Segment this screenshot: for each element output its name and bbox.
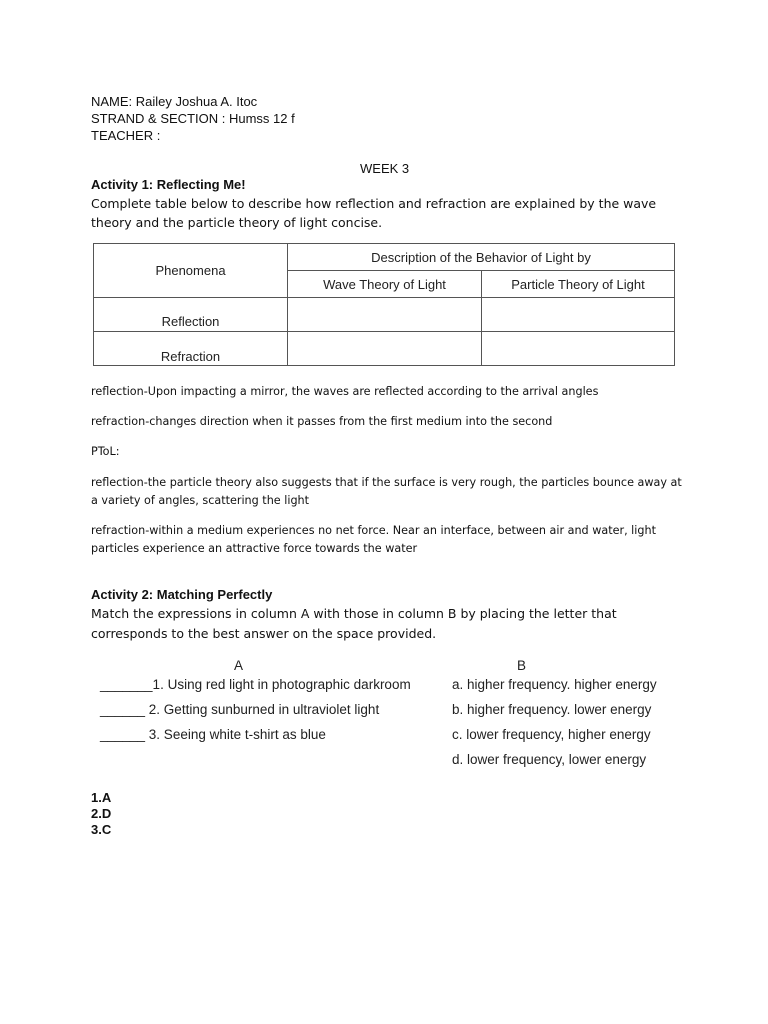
theory-table <box>93 243 675 366</box>
strand-section: STRAND & SECTION : Humss 12 f <box>91 111 295 126</box>
col-phenomena-header: Phenomena <box>94 244 288 298</box>
answer-1: 1.A <box>91 790 112 805</box>
answer-p-refraction-2: particles experience an attractive force towards the water <box>91 542 418 555</box>
activity2-title: Activity 2: Matching Perfectly <box>91 587 273 602</box>
activity2-instructions-1: Match the expressions in column A with those in column B by placing the letter that <box>91 606 617 621</box>
col-a-header: A <box>234 658 244 673</box>
item-b-a: a. higher frequency. higher energy <box>452 677 657 692</box>
answer-reflection: reflection-Upon impacting a mirror, the waves are reflected according to the arrival angles <box>91 385 599 398</box>
col-group-header: Description of the Behavior of Light by <box>288 244 675 271</box>
activity1-instructions-1: Complete table below to describe how reflection and refraction are explained by the wave <box>91 196 657 211</box>
item-b-d: d. lower frequency, lower energy <box>452 752 647 767</box>
col-particle-header: Particle Theory of Light <box>482 271 675 298</box>
answer-p-refraction-1: refraction-within a medium experiences no net force. Near an interface, between air and water, light <box>91 524 656 537</box>
item-b-c: c. lower frequency, higher energy <box>452 727 651 742</box>
item-a-3: ______ 3. Seeing white t-shirt as blue <box>100 727 326 742</box>
activity1-instructions-2: theory and the particle theory of light concise. <box>91 215 383 230</box>
activity2-instructions-2: corresponds to the best answer on the space provided. <box>91 626 437 641</box>
cell-reflection-wave[interactable] <box>288 298 482 332</box>
week-label: WEEK 3 <box>360 161 410 176</box>
answer-2: 2.D <box>91 806 112 821</box>
row-reflection-label: Reflection <box>94 298 288 332</box>
answer-p-reflection-1: reflection-the particle theory also suggests that if the surface is very rough, the particles bounce away at <box>91 476 682 489</box>
item-b-b: b. higher frequency. lower energy <box>452 702 652 717</box>
activity1-title: Activity 1: Reflecting Me! <box>91 177 246 192</box>
answer-3: 3.C <box>91 822 112 837</box>
answer-refraction: refraction-changes direction when it passes from the first medium into the second <box>91 415 553 428</box>
row-refraction-label: Refraction <box>94 332 288 366</box>
col-wave-header: Wave Theory of Light <box>288 271 482 298</box>
item-a-2: ______ 2. Getting sunburned in ultraviolet light <box>100 702 380 717</box>
item-a-1: _______1. Using red light in photographic darkroom <box>100 677 411 692</box>
col-b-header: B <box>517 658 527 673</box>
ptol-label: PToL: <box>91 445 120 458</box>
cell-reflection-particle[interactable] <box>482 298 675 332</box>
answer-p-reflection-2: a variety of angles, scattering the light <box>91 494 310 507</box>
matching-block <box>97 655 679 775</box>
cell-refraction-wave[interactable] <box>288 332 482 366</box>
cell-refraction-particle[interactable] <box>482 332 675 366</box>
student-name: NAME: Railey Joshua A. Itoc <box>91 94 258 109</box>
teacher: TEACHER : <box>91 128 161 143</box>
